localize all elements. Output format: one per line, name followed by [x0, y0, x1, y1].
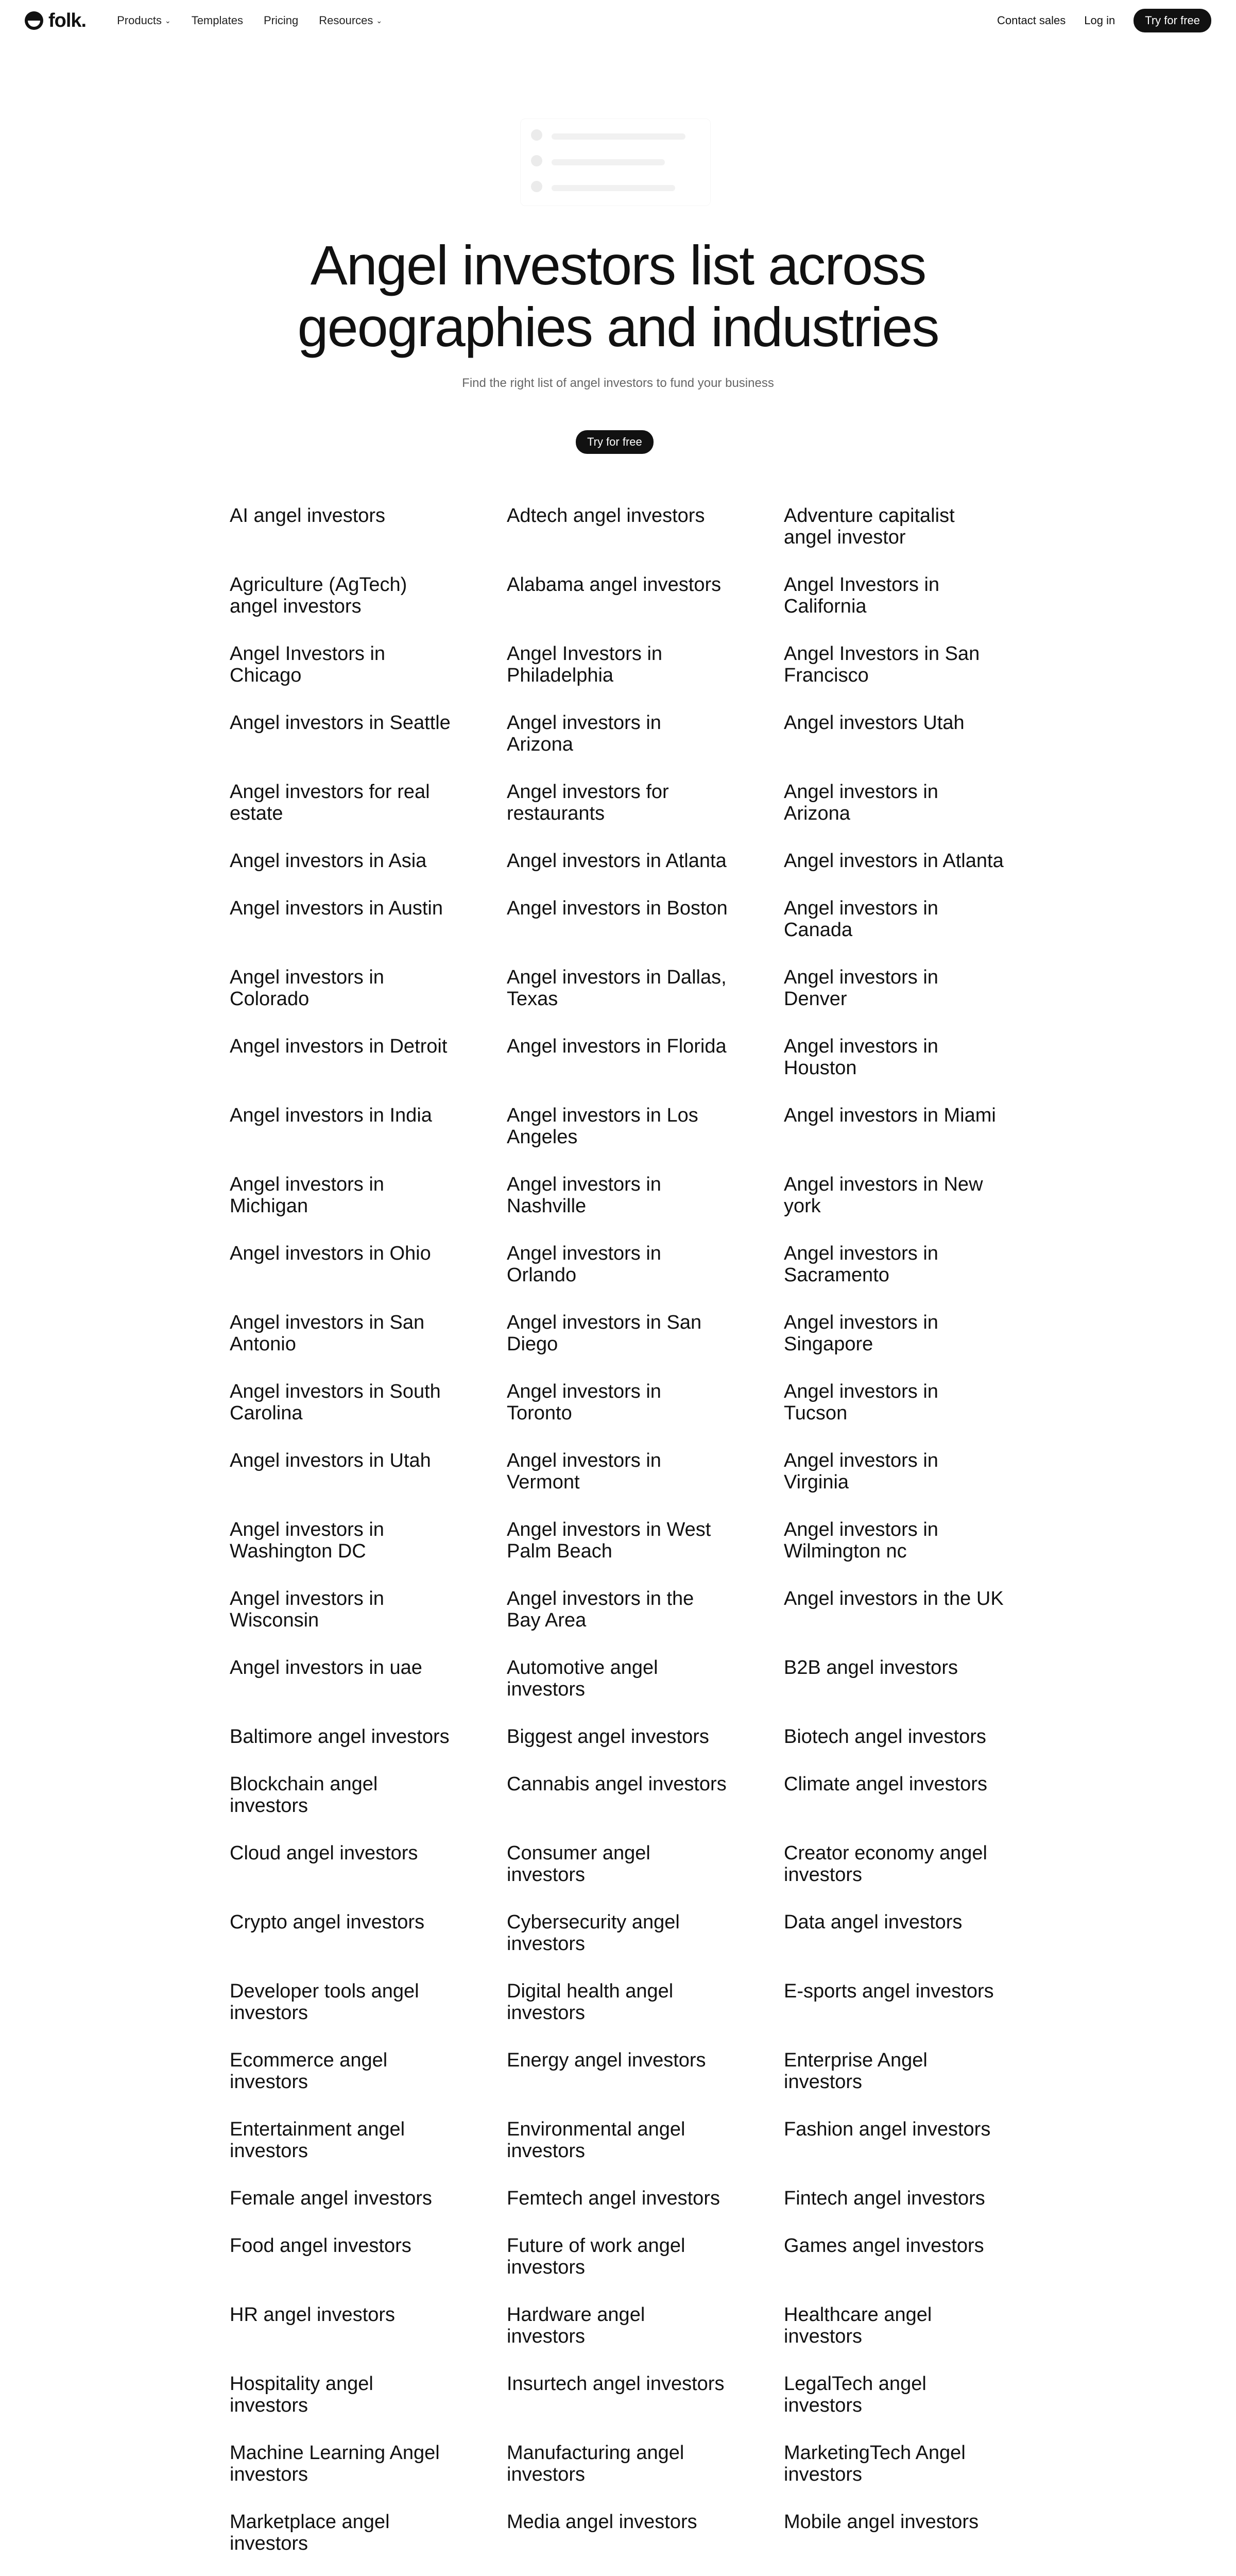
investor-list-link[interactable]: Cloud angel investors [230, 1842, 418, 1864]
investor-list-link[interactable]: E-sports angel investors [784, 1980, 994, 2002]
investor-list-link[interactable]: Insurtech angel investors [507, 2373, 725, 2395]
investor-list-link[interactable]: B2B angel investors [784, 1657, 958, 1679]
investor-list-link[interactable]: Angel Investors in Philadelphia [507, 643, 663, 686]
nav-resources[interactable] [319, 14, 382, 27]
investor-list-link[interactable]: Climate angel investors [784, 1773, 987, 1795]
investor-list-link[interactable]: Hardware angel investors [507, 2304, 645, 2347]
investor-list-link[interactable]: Fintech angel investors [784, 2188, 985, 2209]
investor-list-link[interactable]: Angel investors in Seattle [230, 712, 451, 734]
investor-list-link[interactable]: Angel investors in South Carolina [230, 1381, 441, 1424]
mock-row [552, 185, 675, 191]
logo[interactable] [25, 10, 86, 32]
investor-list-link[interactable]: Angel investors in Canada [784, 897, 938, 941]
investor-list-link[interactable]: Angel investors in Houston [784, 1036, 938, 1079]
investor-list-link[interactable]: Femtech angel investors [507, 2188, 720, 2209]
contact-sales-link[interactable]: Contact sales [997, 14, 1066, 27]
investor-list-link[interactable]: Baltimore angel investors [230, 1726, 450, 1748]
investor-list-link[interactable]: Angel investors in Florida [507, 1036, 727, 1057]
hero-subtitle: Find the right list of angel investors to fund your business [462, 376, 774, 390]
investor-list-link[interactable]: Data angel investors [784, 1911, 963, 1933]
investor-list-link[interactable]: Food angel investors [230, 2235, 411, 2257]
investor-list-link[interactable]: Cannabis angel investors [507, 1773, 727, 1795]
investor-list-link[interactable]: Crypto angel investors [230, 1911, 425, 1933]
investor-list-link[interactable]: Entertainment angel investors [230, 2119, 405, 2162]
investor-list-link[interactable]: Consumer angel investors [507, 1842, 650, 1886]
investor-list-link[interactable]: Biggest angel investors [507, 1726, 709, 1748]
investor-list-link[interactable]: Angel investors in West Palm Beach [507, 1519, 711, 1562]
mock-row [552, 133, 685, 140]
investor-list-link[interactable]: Angel investors in Virginia [784, 1450, 938, 1493]
investor-list-link[interactable]: Female angel investors [230, 2188, 432, 2209]
investor-list-link[interactable]: Creator economy angel investors [784, 1842, 987, 1886]
investor-list-link[interactable]: Angel investors in Sacramento [784, 1243, 938, 1286]
investor-list-link[interactable]: Angel investors in New york [784, 1174, 983, 1217]
investor-list-link[interactable]: Fashion angel investors [784, 2119, 991, 2140]
page-title [0, 234, 1236, 358]
folk-logo-icon [25, 11, 43, 30]
investor-list-link[interactable]: Angel investors in the UK [784, 1588, 1004, 1609]
investor-list-link[interactable]: Angel investors in Vermont [507, 1450, 661, 1493]
investor-list-link[interactable]: Angel investors in Nashville [507, 1174, 661, 1217]
investor-list-link[interactable]: Angel investors in Atlanta [784, 850, 1004, 872]
top-nav [0, 0, 1236, 41]
investor-list-link[interactable]: Angel investors in Wilmington nc [784, 1519, 938, 1562]
mock-avatar [531, 181, 542, 192]
investor-list-link[interactable]: Cybersecurity angel investors [507, 1911, 680, 1955]
investor-list-link[interactable]: LegalTech angel investors [784, 2373, 926, 2416]
investor-list-link[interactable]: AI angel investors [230, 505, 386, 527]
investor-list-link[interactable]: Angel investors in Colorado [230, 967, 384, 1010]
investor-list-link[interactable]: Angel investors in uae [230, 1657, 422, 1679]
investor-list-link[interactable]: Angel investors in San Diego [507, 1312, 702, 1355]
investor-list-link[interactable]: Digital health angel investors [507, 1980, 674, 2024]
investor-list-link[interactable]: Angel investors Utah [784, 712, 965, 734]
try-free-button[interactable]: Try for free [1134, 9, 1211, 32]
title-line-2: geographies and industries [297, 296, 939, 358]
mock-avatar [531, 129, 542, 141]
investor-list-link[interactable]: Angel investors in Michigan [230, 1174, 384, 1217]
investor-list-link[interactable]: Ecommerce angel investors [230, 2049, 388, 2093]
investor-list-link[interactable]: Biotech angel investors [784, 1726, 986, 1748]
investor-list-link[interactable]: Enterprise Angel investors [784, 2049, 928, 2093]
nav-pricing[interactable]: Pricing [263, 14, 299, 27]
mock-row [552, 159, 665, 165]
investor-list-link[interactable]: Adtech angel investors [507, 505, 705, 527]
login-link[interactable]: Log in [1084, 14, 1115, 27]
investor-list-link[interactable]: Angel Investors in Chicago [230, 643, 386, 686]
investor-list-link[interactable]: Energy angel investors [507, 2049, 706, 2071]
investor-list-link[interactable]: Media angel investors [507, 2511, 697, 2533]
investor-list-link[interactable]: Angel investors in Miami [784, 1105, 996, 1126]
investor-list-link[interactable]: Alabama angel investors [507, 574, 722, 596]
investor-list-link[interactable]: Machine Learning Angel investors [230, 2442, 440, 2485]
investor-list-link[interactable]: Healthcare angel investors [784, 2304, 932, 2347]
investor-list-link[interactable]: Marketplace angel investors [230, 2511, 390, 2554]
investor-lists-grid [0, 505, 1236, 2576]
investor-list-link[interactable]: Blockchain angel investors [230, 1773, 378, 1817]
nav-resources-label: Resources [319, 14, 373, 27]
investor-list-link[interactable]: Angel Investors in San Francisco [784, 643, 980, 686]
hero-try-free-button[interactable]: Try for free [576, 430, 654, 454]
investor-list-link[interactable]: Angel investors in Orlando [507, 1243, 661, 1286]
investor-list-link[interactable]: Angel investors in San Antonio [230, 1312, 425, 1355]
investor-list-link[interactable]: Manufacturing angel investors [507, 2442, 684, 2485]
investor-list-link[interactable]: Hospitality angel investors [230, 2373, 373, 2416]
investor-list-link[interactable]: Angel investors in Ohio [230, 1243, 431, 1264]
investor-list-link[interactable]: Angel Investors in California [784, 574, 940, 617]
chevron-down-icon: ⌄ [164, 16, 171, 25]
investor-list-link[interactable]: Angel investors in Austin [230, 897, 443, 919]
investor-list-link[interactable]: Angel investors in Singapore [784, 1312, 938, 1355]
hero-illustration [520, 118, 711, 206]
investor-list-link[interactable]: Angel investors in Arizona [507, 712, 661, 755]
investor-list-link[interactable]: Angel investors in Asia [230, 850, 427, 872]
investor-list-link[interactable]: Angel investors in Toronto [507, 1381, 661, 1424]
investor-list-link[interactable]: Angel investors in Arizona [784, 781, 938, 824]
investor-list-link[interactable]: Adventure capitalist angel investor [784, 505, 955, 548]
nav-templates[interactable]: Templates [191, 14, 243, 27]
chevron-down-icon: ⌄ [376, 16, 383, 25]
investor-list-link[interactable]: Angel investors in Utah [230, 1450, 431, 1471]
investor-list-link[interactable]: Mobile angel investors [784, 2511, 979, 2533]
logo-text: folk. [48, 9, 87, 31]
investor-list-link[interactable]: Angel investors in Los Angeles [507, 1105, 698, 1148]
investor-list-link[interactable]: Angel investors in Atlanta [507, 850, 727, 872]
investor-list-link[interactable]: Angel investors in Boston [507, 897, 728, 919]
investor-list-link[interactable]: MarketingTech Angel investors [784, 2442, 966, 2485]
investor-list-link[interactable]: Developer tools angel investors [230, 1980, 419, 2024]
investor-list-link[interactable]: Games angel investors [784, 2235, 984, 2257]
investor-list-link[interactable]: Angel investors in Detroit [230, 1036, 448, 1057]
investor-list-link[interactable]: Future of work angel investors [507, 2235, 685, 2278]
investor-list-link[interactable]: Angel investors in Wisconsin [230, 1588, 384, 1631]
nav-links [117, 14, 382, 27]
investor-list-link[interactable]: Angel investors in Denver [784, 967, 938, 1010]
investor-list-link[interactable]: Angel investors in India [230, 1105, 432, 1126]
investor-list-link[interactable]: HR angel investors [230, 2304, 396, 2326]
title-line-1: Angel investors list across [310, 234, 926, 296]
hero-section [0, 41, 1236, 505]
mock-avatar [531, 155, 542, 166]
investor-list-link[interactable]: Angel investors for real estate [230, 781, 430, 824]
investor-list-link[interactable]: Angel investors in Dallas, Texas [507, 967, 727, 1010]
investor-list-link[interactable]: Agriculture (AgTech) angel investors [230, 574, 407, 617]
nav-actions [997, 9, 1211, 32]
nav-products-label: Products [117, 14, 162, 27]
investor-list-link[interactable]: Angel investors in Tucson [784, 1381, 938, 1424]
investor-list-link[interactable]: Angel investors in the Bay Area [507, 1588, 694, 1631]
investor-list-link[interactable]: Angel investors in Washington DC [230, 1519, 384, 1562]
investor-list-link[interactable]: Angel investors for restaurants [507, 781, 669, 824]
investor-list-link[interactable]: Automotive angel investors [507, 1657, 658, 1700]
nav-products[interactable] [117, 14, 171, 27]
investor-list-link[interactable]: Environmental angel investors [507, 2119, 685, 2162]
